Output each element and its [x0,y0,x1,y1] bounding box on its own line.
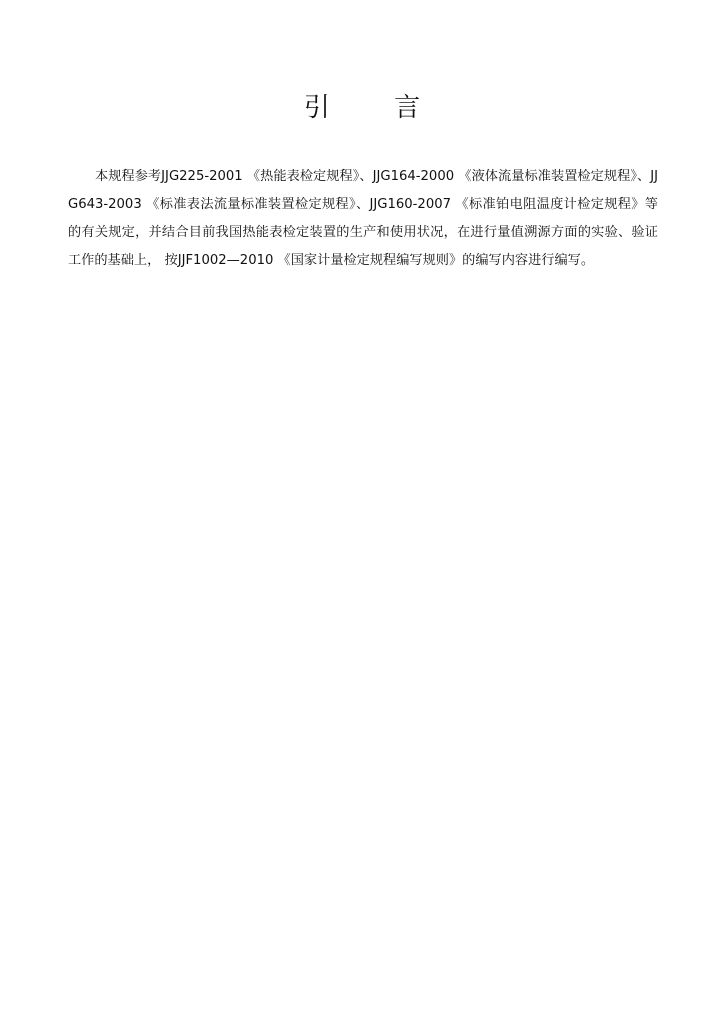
intro-paragraph: 本规程参考JJG225-2001 《热能表检定规程》、JJG164-2000 《液体流量标准装置检定规程》、JJG643-2003 《标准表法流量标准装置检定规程》、JJG160-2007 《标准铂电阻温度计检定规程》等的有关规定，并结合目前我国热能表检定装置的生产和使用状况，在进行量值溯源方面的实验、验证工作的基础上， 按JJF1002—2010 《国家计量检定规程编写规则》的编写内容进行编写。 [68,169,658,269]
section-title: 引 言 [303,93,449,123]
